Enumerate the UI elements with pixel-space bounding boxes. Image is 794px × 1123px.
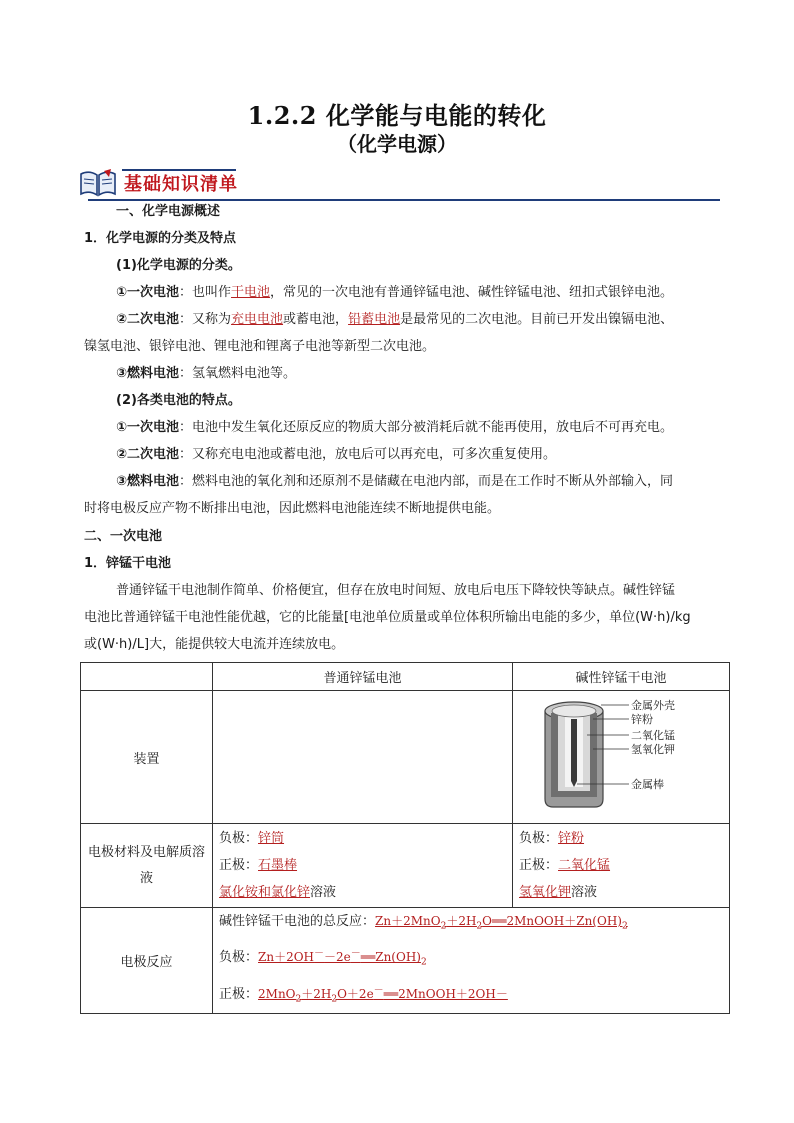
neg-label: 负极： — [219, 950, 259, 966]
text: ：燃料电池的氧化剂和还原剂不是储藏在电池内部，而是在工作时不断从外部输入，同 — [179, 474, 674, 489]
normal-electrolyte: 氯化铵和氯化锌 — [219, 885, 311, 900]
open-book-icon — [78, 168, 118, 198]
material-alkaline — [513, 824, 730, 908]
alkaline-negative: 锌粉 — [558, 831, 585, 846]
positive-equation: $2MnO_2+2H_2O+2e^-══2MnOOH+2OH-$ — [258, 984, 508, 1005]
text: ：又称为 — [179, 312, 232, 327]
text: 是最常见的二次电池。目前已开发出镍镉电池、 — [400, 312, 674, 327]
label-secondary: ②二次电池 — [116, 447, 180, 462]
label-koh: 氢氧化钾 — [631, 743, 675, 756]
text: ，常见的一次电池有普通锌锰电池、碱性锌锰电池、纽扣式银锌电池。 — [270, 285, 674, 300]
comparison-table — [80, 662, 730, 1014]
total-equation: $Zn+2MnO_2+2H_2O══2MnOOH+Zn(OH)_2$ — [375, 914, 628, 932]
label-fuel: ③燃料电池 — [116, 474, 180, 489]
alkaline-positive: 二氧化锰 — [558, 858, 611, 873]
paragraph-zinc-3: 或(W·h)/L]大，能提供较大电流并连续放电。 — [84, 637, 345, 652]
device-alkaline — [513, 691, 730, 824]
banner-text: 基础知识清单 — [124, 174, 238, 195]
paragraph-secondary-battery — [116, 310, 756, 330]
row-label-material: 电极材料及电解质溶液 — [81, 824, 213, 908]
header-empty — [81, 663, 213, 691]
header-alkaline: 碱性锌锰干电池 — [513, 663, 730, 691]
table-row-material — [81, 824, 730, 908]
text: ：氢氧燃料电池等。 — [179, 366, 297, 381]
text: 溶液 — [571, 885, 598, 900]
table-row-reaction — [81, 908, 730, 1014]
paragraph-fuel-cell — [116, 364, 756, 384]
text: ：又称充电电池或蓄电池，放电后可以再充电，可多次重复使用。 — [179, 447, 557, 462]
text: 正极： — [519, 858, 559, 873]
device-normal-empty — [213, 691, 513, 824]
term-rechargeable: 充电电池 — [231, 312, 284, 327]
normal-positive: 石墨棒 — [258, 858, 298, 873]
negative-equation: $Zn+2OH^--2e^-══Zn(OH)_2$ — [258, 948, 427, 968]
text: 或蓄电池， — [283, 312, 349, 327]
feature-fuel-cont: 时将电极反应产物不断排出电池，因此燃料电池能连续不断地提供电能。 — [84, 501, 501, 516]
label-metal-rod: 金属棒 — [631, 778, 664, 791]
text: ：也叫作 — [179, 285, 232, 300]
header-normal: 普通锌锰电池 — [213, 663, 513, 691]
material-normal — [213, 824, 513, 908]
page-title: 1.2.2 化学能与电能的转化 — [247, 101, 547, 130]
reaction-cell — [213, 908, 730, 1014]
label-fuel: ③燃料电池 — [116, 366, 180, 381]
heading-overview: 一、化学电源概述 — [116, 204, 221, 219]
text: 溶液 — [310, 885, 337, 900]
paragraph-secondary-cont: 镍氢电池、银锌电池、锂电池和锂离子电池等新型二次电池。 — [84, 339, 436, 354]
feature-secondary — [116, 445, 756, 465]
text: 负极： — [519, 831, 559, 846]
banner-rule — [88, 199, 720, 201]
table-header-row — [81, 663, 730, 691]
label-secondary: ②二次电池 — [116, 312, 180, 327]
term-lead-acid: 铅蓄电池 — [348, 312, 401, 327]
table-row-device — [81, 691, 730, 824]
heading-classification: 1．化学电源的分类及特点 — [84, 231, 237, 246]
paragraph-primary-battery — [116, 283, 756, 303]
section-banner — [78, 164, 720, 204]
paragraph-zinc-2: 电池比普通锌锰干电池性能优越，它的比能量[电池单位质量或单位体积所输出电能的多少，单位(W·h)/kg — [84, 610, 691, 625]
label-zinc-powder: 锌粉 — [631, 713, 653, 726]
total-label: 碱性锌锰干电池的总反应： — [219, 914, 376, 929]
label-primary: ①一次电池 — [116, 420, 180, 435]
term-dry-cell: 干电池 — [231, 285, 271, 300]
heading-types: (1)化学电源的分类。 — [116, 258, 241, 273]
alkaline-battery-diagram — [513, 691, 728, 819]
heading-primary-batteries: 二、一次电池 — [84, 529, 163, 544]
feature-fuel — [116, 472, 756, 492]
label-mno2: 二氧化锰 — [631, 729, 675, 742]
normal-negative: 锌筒 — [258, 831, 285, 846]
label-primary: ①一次电池 — [116, 285, 180, 300]
heading-features: (2)各类电池的特点。 — [116, 393, 241, 408]
alkaline-electrolyte: 氢氧化钾 — [519, 885, 572, 900]
row-label-reaction: 电极反应 — [81, 908, 213, 1014]
paragraph-zinc-1: 普通锌锰干电池制作简单、价格便宜，但存在放电时间短、放电后电压下降较快等缺点。碱性锌锰 — [116, 583, 676, 598]
page-subtitle: （化学电源） — [337, 132, 457, 156]
label-metal-shell: 金属外壳 — [631, 699, 675, 712]
feature-primary — [116, 418, 756, 438]
text: 负极： — [219, 831, 259, 846]
heading-zinc-manganese: 1．锌锰干电池 — [84, 556, 172, 571]
pos-label: 正极： — [219, 986, 259, 1002]
text: ：电池中发生氧化还原反应的物质大部分被消耗后就不能再使用，放电后不可再充电。 — [179, 420, 674, 435]
text: 正极： — [219, 858, 259, 873]
row-label-device: 装置 — [81, 691, 213, 824]
